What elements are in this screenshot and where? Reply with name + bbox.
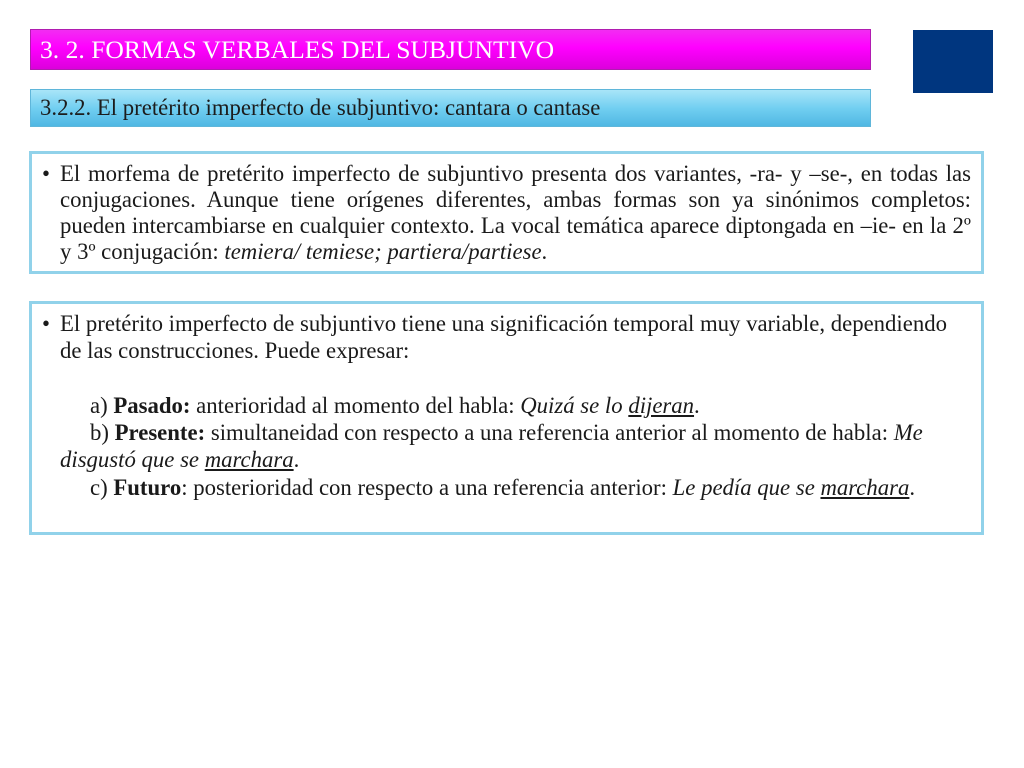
item-example-continuation: disgustó que se [60, 447, 205, 473]
box1-line-4 [60, 239, 971, 265]
item-term: Pasado: [113, 392, 191, 418]
item-end: . [909, 474, 916, 500]
item-presente [60, 419, 971, 446]
box2-blank-line [60, 365, 971, 392]
box1-line-2 [60, 187, 971, 213]
box1-end: . [541, 239, 548, 264]
box1-text: El morfema de pretérito imperfecto de subjuntivo presenta dos variantes, -ra- y –se-, en todas las [60, 161, 971, 186]
item-description: anterioridad al momento del habla: [190, 392, 521, 418]
box2-intro-text: de las construcciones. Puede expresar: [60, 338, 410, 364]
blue-square-decoration [913, 30, 993, 93]
box1-example: temiera/ temiese; partiera/partiese [224, 239, 542, 264]
item-description: simultaneidad con respecto a una referencia anterior al momento de habla: [205, 420, 894, 446]
item-term: Futuro [113, 474, 182, 500]
box1-text: pueden intercambiarse en cualquier contexto. La vocal temática aparece diptongada en –ie- en la 2º [60, 213, 971, 238]
item-term: Presente: [114, 420, 206, 446]
item-futuro [60, 474, 971, 501]
item-marker: a) [90, 392, 114, 418]
box1-text: y 3º conjugación: [60, 239, 225, 264]
item-pasado [60, 392, 971, 419]
box1-line-3 [60, 213, 971, 239]
bullet-icon: • [42, 311, 50, 336]
box1-text: conjugaciones. Aunque tiene orígenes diferentes, ambas formas son ya sinónimos completos: [60, 187, 971, 212]
box2-line-1 [42, 310, 971, 337]
box1-line-1 [42, 161, 971, 187]
slide-title: 3. 2. FORMAS VERBALES DEL SUBJUNTIVO [40, 35, 555, 64]
item-example: Quizá se lo [520, 392, 629, 418]
item-description: posterioridad con respecto a una referencia anterior: [187, 474, 673, 500]
item-example-underlined: dijeran [628, 392, 695, 418]
bullet-icon: • [42, 161, 50, 186]
slide-subtitle: 3.2.2. El pretérito imperfecto de subjuntivo: cantara o cantase [40, 95, 601, 120]
item-example: Le pedía que se [672, 474, 821, 500]
item-presente-continuation [60, 446, 971, 473]
morfema-bullet-box [29, 151, 984, 274]
significacion-bullet-box [29, 301, 984, 535]
item-example-underlined: marchara [204, 447, 294, 473]
item-end: . [694, 392, 700, 418]
subtitle-bar [30, 89, 871, 127]
item-example: Me [893, 420, 923, 446]
item-marker: c) [90, 474, 114, 500]
title-bar [30, 29, 871, 70]
box2-line-2 [60, 337, 971, 364]
item-marker: b) [90, 420, 115, 446]
item-term-colon: : [181, 474, 188, 500]
item-example-underlined: marchara [820, 474, 910, 500]
box2-intro-text: El pretérito imperfecto de subjuntivo tiene una significación temporal muy variable, dependiendo [60, 311, 947, 336]
item-end: . [293, 447, 300, 473]
